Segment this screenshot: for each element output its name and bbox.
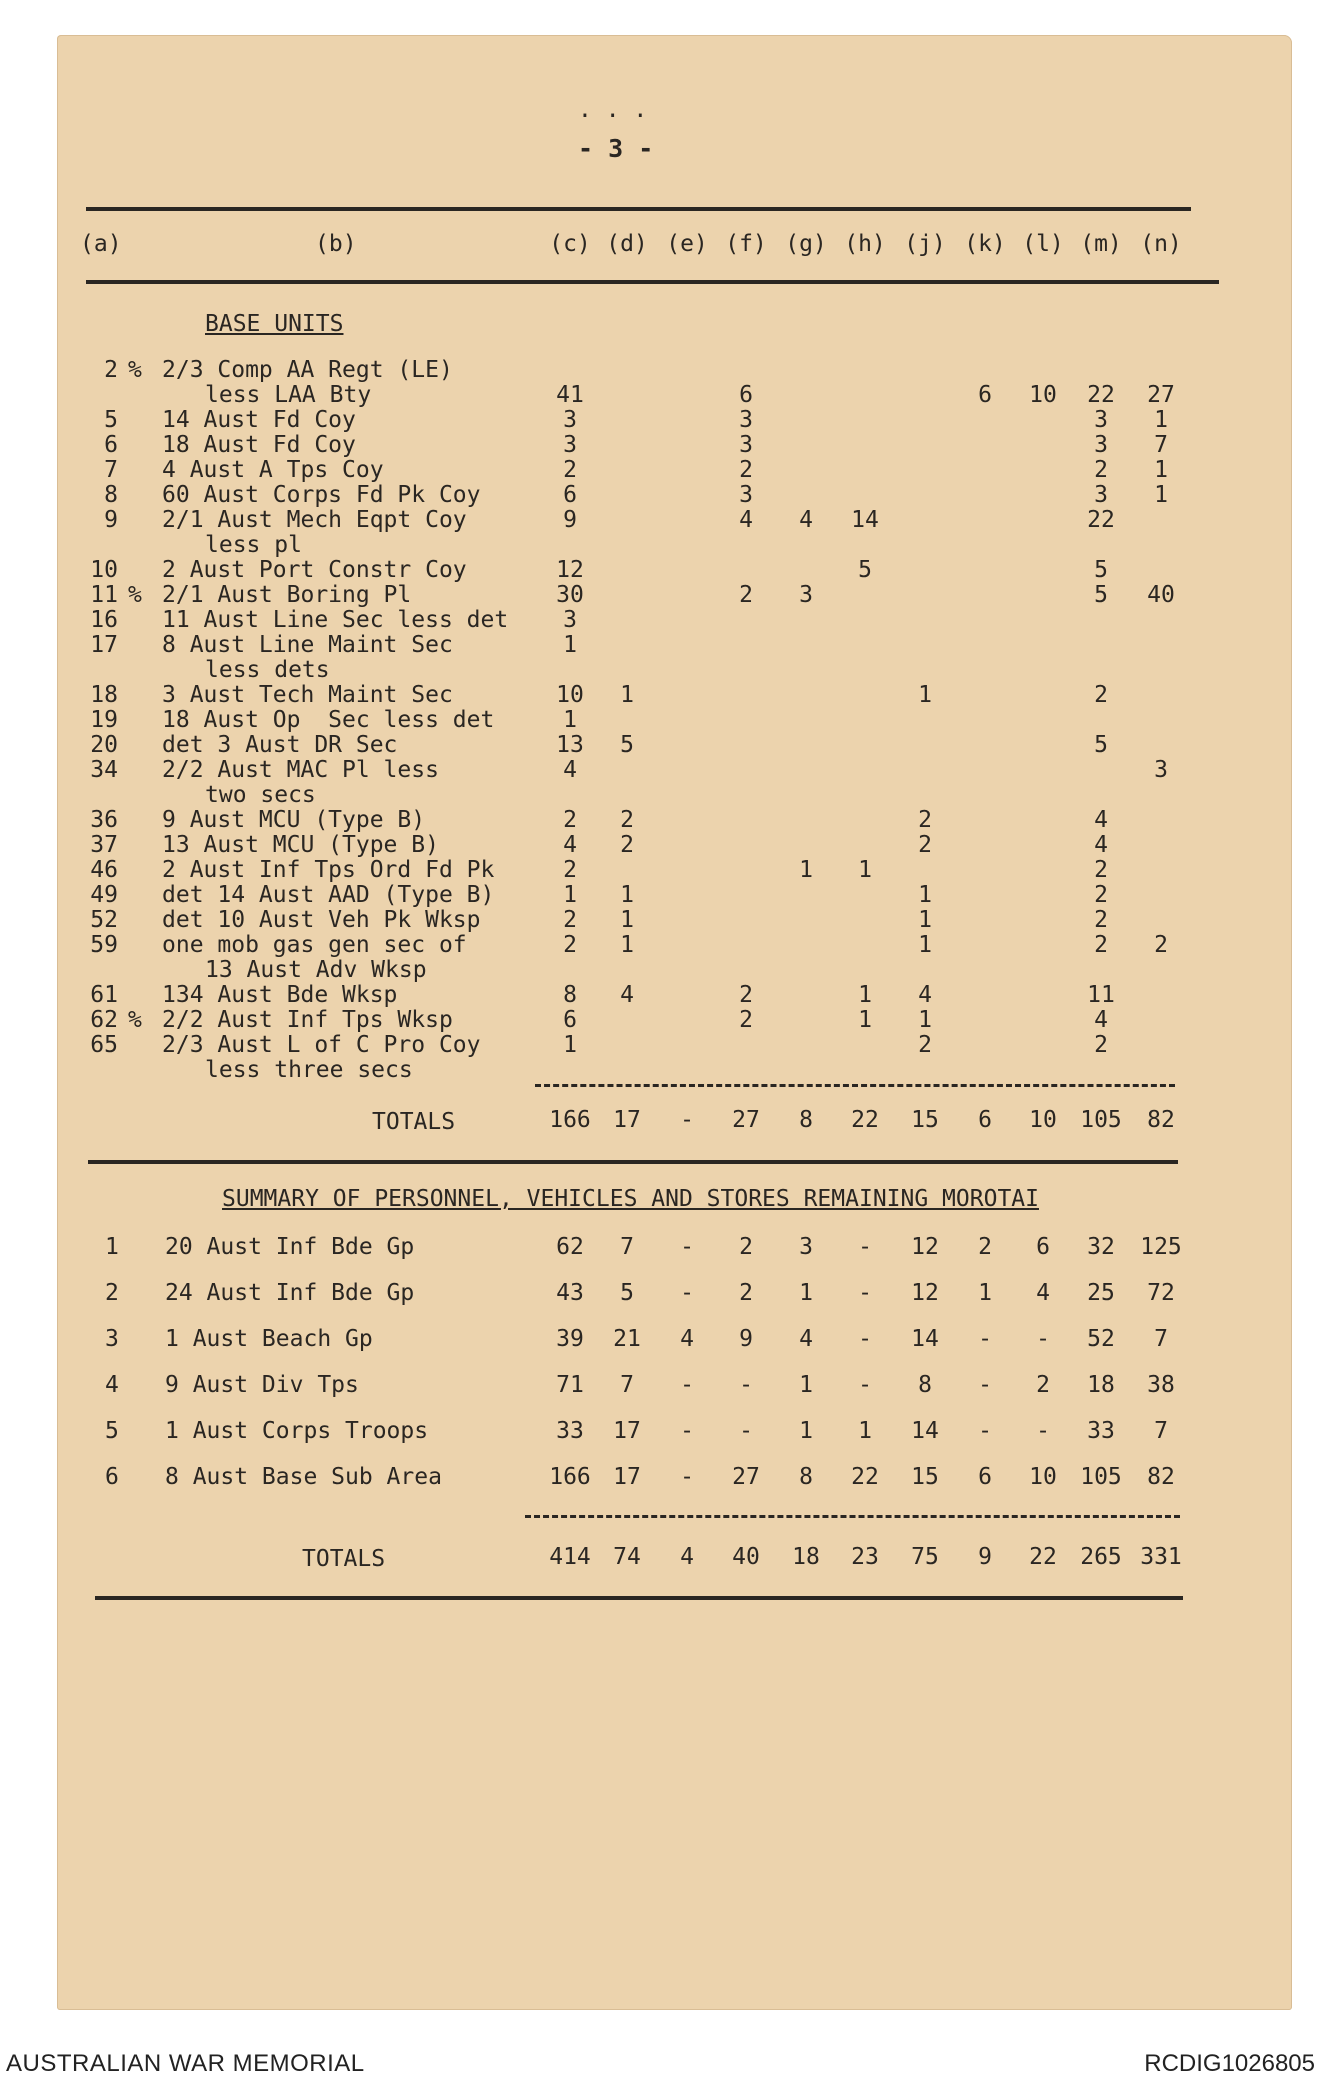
column-header: (n) bbox=[1140, 231, 1182, 257]
cell-d: 2 bbox=[620, 807, 634, 833]
column-header: (h) bbox=[844, 231, 886, 257]
summary-c: 33 bbox=[556, 1418, 584, 1444]
summary-l: - bbox=[1036, 1326, 1050, 1352]
cell-f: 2 bbox=[739, 1007, 753, 1033]
summary-total-f: 40 bbox=[732, 1544, 760, 1570]
cell-c: 1 bbox=[563, 707, 577, 733]
cell-n: 40 bbox=[1147, 582, 1175, 608]
cell-n: 3 bbox=[1154, 757, 1168, 783]
cell-f: 3 bbox=[739, 482, 753, 508]
summary-row-number: 4 bbox=[105, 1372, 119, 1398]
row-number: 65 bbox=[90, 1032, 118, 1058]
summary-n: 38 bbox=[1147, 1372, 1175, 1398]
summary-h: - bbox=[858, 1326, 872, 1352]
summary-k: - bbox=[978, 1326, 992, 1352]
cell-c: 3 bbox=[563, 607, 577, 633]
row-number: 7 bbox=[104, 457, 118, 483]
unit-name: two secs bbox=[205, 782, 316, 808]
unit-name: 2/3 Aust L of C Pro Coy bbox=[162, 1032, 481, 1058]
cell-m: 2 bbox=[1094, 907, 1108, 933]
summary-unit: 24 Aust Inf Bde Gp bbox=[165, 1280, 415, 1306]
cell-c: 1 bbox=[563, 1032, 577, 1058]
summary-unit: 8 Aust Base Sub Area bbox=[165, 1464, 442, 1490]
summary-d: 21 bbox=[613, 1326, 641, 1352]
unit-name: 18 Aust Op Sec less det bbox=[162, 707, 495, 733]
cell-d: 2 bbox=[620, 832, 634, 858]
unit-name: 2/2 Aust MAC Pl less bbox=[162, 757, 439, 783]
cell-f: 3 bbox=[739, 432, 753, 458]
unit-name: 4 Aust A Tps Coy bbox=[162, 457, 384, 483]
cell-f: 2 bbox=[739, 457, 753, 483]
column-header: (f) bbox=[725, 231, 767, 257]
summary-f: 9 bbox=[739, 1326, 753, 1352]
cell-n: 1 bbox=[1154, 407, 1168, 433]
summary-h: 1 bbox=[858, 1418, 872, 1444]
cell-h: 5 bbox=[858, 557, 872, 583]
cell-m: 2 bbox=[1094, 882, 1108, 908]
column-header: (c) bbox=[549, 231, 591, 257]
cell-f: 6 bbox=[739, 382, 753, 408]
summary-l: 2 bbox=[1036, 1372, 1050, 1398]
summary-m: 32 bbox=[1087, 1234, 1115, 1260]
cell-f: 2 bbox=[739, 582, 753, 608]
summary-e: - bbox=[680, 1234, 694, 1260]
cell-m: 2 bbox=[1094, 1032, 1108, 1058]
unit-name: 2/1 Aust Boring Pl bbox=[162, 582, 412, 608]
cell-d: 1 bbox=[620, 907, 634, 933]
row-number: 17 bbox=[90, 632, 118, 658]
summary-j: 8 bbox=[918, 1372, 932, 1398]
summary-totals-label: TOTALS bbox=[302, 1546, 386, 1572]
unit-name: 134 Aust Bde Wksp bbox=[162, 982, 398, 1008]
cell-c: 4 bbox=[563, 832, 577, 858]
cell-k: 6 bbox=[978, 382, 992, 408]
summary-m: 18 bbox=[1087, 1372, 1115, 1398]
totals-label: TOTALS bbox=[372, 1109, 456, 1135]
unit-name: 9 Aust MCU (Type B) bbox=[162, 807, 426, 833]
summary-h: - bbox=[858, 1234, 872, 1260]
unit-name: 2/1 Aust Mech Eqpt Coy bbox=[162, 507, 467, 533]
column-header: (m) bbox=[1080, 231, 1122, 257]
row-mark: % bbox=[128, 357, 142, 383]
column-header: (e) bbox=[666, 231, 708, 257]
row-number: 34 bbox=[90, 757, 118, 783]
cell-l: 10 bbox=[1029, 382, 1057, 408]
unit-name: det 14 Aust AAD (Type B) bbox=[162, 882, 495, 908]
row-number: 10 bbox=[90, 557, 118, 583]
unit-name: 14 Aust Fd Coy bbox=[162, 407, 356, 433]
summary-m: 105 bbox=[1080, 1464, 1122, 1490]
cell-m: 4 bbox=[1094, 807, 1108, 833]
row-number: 36 bbox=[90, 807, 118, 833]
cell-c: 2 bbox=[563, 807, 577, 833]
row-number: 2 bbox=[104, 357, 118, 383]
cell-d: 1 bbox=[620, 882, 634, 908]
cell-c: 6 bbox=[563, 1007, 577, 1033]
unit-name: 13 Aust Adv Wksp bbox=[205, 957, 427, 983]
summary-n: 7 bbox=[1154, 1326, 1168, 1352]
summary-j: 15 bbox=[911, 1464, 939, 1490]
summary-l: - bbox=[1036, 1418, 1050, 1444]
summary-l: 4 bbox=[1036, 1280, 1050, 1306]
cell-m: 2 bbox=[1094, 932, 1108, 958]
unit-name: 2/2 Aust Inf Tps Wksp bbox=[162, 1007, 453, 1033]
cell-f: 4 bbox=[739, 507, 753, 533]
unit-name: 2 Aust Inf Tps Ord Fd Pk bbox=[162, 857, 495, 883]
cell-j: 2 bbox=[918, 807, 932, 833]
unit-name: less LAA Bty bbox=[205, 382, 372, 408]
unit-name: less pl bbox=[205, 532, 302, 558]
total-h: 22 bbox=[851, 1107, 879, 1133]
cell-c: 12 bbox=[556, 557, 584, 583]
cell-c: 2 bbox=[563, 932, 577, 958]
cell-j: 4 bbox=[918, 982, 932, 1008]
summary-unit: 9 Aust Div Tps bbox=[165, 1372, 359, 1398]
column-header: (a) bbox=[80, 231, 122, 257]
total-d: 17 bbox=[613, 1107, 641, 1133]
summary-total-l: 22 bbox=[1029, 1544, 1057, 1570]
row-number: 9 bbox=[104, 507, 118, 533]
summary-k: - bbox=[978, 1372, 992, 1398]
summary-g: 1 bbox=[799, 1418, 813, 1444]
unit-name: 2 Aust Port Constr Coy bbox=[162, 557, 467, 583]
summary-total-m: 265 bbox=[1080, 1544, 1122, 1570]
cell-m: 2 bbox=[1094, 682, 1108, 708]
unit-name: 2/3 Comp AA Regt (LE) bbox=[162, 357, 453, 383]
base-units-heading: BASE UNITS bbox=[205, 311, 344, 337]
page-number: - 3 - bbox=[578, 134, 654, 163]
cell-m: 5 bbox=[1094, 582, 1108, 608]
footer-institution: AUSTRALIAN WAR MEMORIAL bbox=[6, 2050, 365, 2077]
total-j: 15 bbox=[911, 1107, 939, 1133]
cell-c: 4 bbox=[563, 757, 577, 783]
cell-n: 1 bbox=[1154, 457, 1168, 483]
cell-c: 41 bbox=[556, 382, 584, 408]
cell-c: 13 bbox=[556, 732, 584, 758]
summary-d: 7 bbox=[620, 1234, 634, 1260]
total-e: - bbox=[680, 1107, 694, 1133]
cell-m: 3 bbox=[1094, 407, 1108, 433]
bottom-rule bbox=[95, 1596, 1183, 1600]
row-mark: % bbox=[128, 1007, 142, 1033]
summary-j: 14 bbox=[911, 1326, 939, 1352]
unit-name: 3 Aust Tech Maint Sec bbox=[162, 682, 453, 708]
cell-m: 4 bbox=[1094, 832, 1108, 858]
row-number: 11 bbox=[90, 582, 118, 608]
summary-k: 2 bbox=[978, 1234, 992, 1260]
summary-f: - bbox=[739, 1418, 753, 1444]
row-number: 52 bbox=[90, 907, 118, 933]
cell-d: 1 bbox=[620, 932, 634, 958]
cell-c: 8 bbox=[563, 982, 577, 1008]
cell-c: 1 bbox=[563, 882, 577, 908]
cell-h: 1 bbox=[858, 982, 872, 1008]
cell-c: 1 bbox=[563, 632, 577, 658]
cell-f: 2 bbox=[739, 982, 753, 1008]
summary-d: 7 bbox=[620, 1372, 634, 1398]
cell-c: 3 bbox=[563, 407, 577, 433]
summary-total-d: 74 bbox=[613, 1544, 641, 1570]
row-number: 37 bbox=[90, 832, 118, 858]
row-number: 19 bbox=[90, 707, 118, 733]
cell-m: 4 bbox=[1094, 1007, 1108, 1033]
summary-k: 1 bbox=[978, 1280, 992, 1306]
summary-l: 6 bbox=[1036, 1234, 1050, 1260]
total-m: 105 bbox=[1080, 1107, 1122, 1133]
page-dots: . . . bbox=[578, 97, 648, 123]
row-mark: % bbox=[128, 582, 142, 608]
cell-j: 2 bbox=[918, 832, 932, 858]
unit-name: 8 Aust Line Maint Sec bbox=[162, 632, 453, 658]
total-f: 27 bbox=[732, 1107, 760, 1133]
summary-heading: SUMMARY OF PERSONNEL, VEHICLES AND STORES REMAINING MOROTAI bbox=[222, 1186, 1039, 1212]
summary-d: 17 bbox=[613, 1464, 641, 1490]
summary-total-g: 18 bbox=[792, 1544, 820, 1570]
cell-h: 1 bbox=[858, 857, 872, 883]
summary-total-c: 414 bbox=[549, 1544, 591, 1570]
row-number: 46 bbox=[90, 857, 118, 883]
summary-c: 62 bbox=[556, 1234, 584, 1260]
cell-c: 10 bbox=[556, 682, 584, 708]
column-header: (d) bbox=[606, 231, 648, 257]
summary-e: - bbox=[680, 1464, 694, 1490]
summary-g: 1 bbox=[799, 1280, 813, 1306]
totals-rule bbox=[535, 1084, 1175, 1087]
cell-c: 3 bbox=[563, 432, 577, 458]
summary-m: 52 bbox=[1087, 1326, 1115, 1352]
unit-name: less three secs bbox=[205, 1057, 413, 1083]
cell-d: 5 bbox=[620, 732, 634, 758]
column-header: (k) bbox=[964, 231, 1006, 257]
summary-total-e: 4 bbox=[680, 1544, 694, 1570]
summary-row-number: 5 bbox=[105, 1418, 119, 1444]
summary-d: 5 bbox=[620, 1280, 634, 1306]
cell-m: 3 bbox=[1094, 432, 1108, 458]
summary-total-k: 9 bbox=[978, 1544, 992, 1570]
column-header: (l) bbox=[1022, 231, 1064, 257]
row-number: 61 bbox=[90, 982, 118, 1008]
summary-g: 8 bbox=[799, 1464, 813, 1490]
row-number: 5 bbox=[104, 407, 118, 433]
column-header: (b) bbox=[315, 231, 357, 257]
summary-j: 12 bbox=[911, 1280, 939, 1306]
footer-id: RCDIG1026805 bbox=[1144, 2050, 1315, 2077]
cell-j: 1 bbox=[918, 907, 932, 933]
unit-name: one mob gas gen sec of bbox=[162, 932, 467, 958]
summary-m: 25 bbox=[1087, 1280, 1115, 1306]
summary-g: 1 bbox=[799, 1372, 813, 1398]
summary-total-j: 75 bbox=[911, 1544, 939, 1570]
summary-n: 125 bbox=[1140, 1234, 1182, 1260]
summary-e: - bbox=[680, 1418, 694, 1444]
summary-k: 6 bbox=[978, 1464, 992, 1490]
summary-g: 4 bbox=[799, 1326, 813, 1352]
summary-d: 17 bbox=[613, 1418, 641, 1444]
cell-n: 1 bbox=[1154, 482, 1168, 508]
unit-name: 18 Aust Fd Coy bbox=[162, 432, 356, 458]
cell-j: 2 bbox=[918, 1032, 932, 1058]
cell-c: 9 bbox=[563, 507, 577, 533]
summary-c: 166 bbox=[549, 1464, 591, 1490]
row-number: 62 bbox=[90, 1007, 118, 1033]
total-n: 82 bbox=[1147, 1107, 1175, 1133]
header-bottom-rule bbox=[86, 280, 1219, 284]
summary-l: 10 bbox=[1029, 1464, 1057, 1490]
row-number: 20 bbox=[90, 732, 118, 758]
cell-j: 1 bbox=[918, 932, 932, 958]
summary-totals-rule bbox=[525, 1515, 1180, 1518]
summary-n: 82 bbox=[1147, 1464, 1175, 1490]
total-k: 6 bbox=[978, 1107, 992, 1133]
summary-unit: 1 Aust Beach Gp bbox=[165, 1326, 373, 1352]
cell-c: 2 bbox=[563, 907, 577, 933]
summary-f: 2 bbox=[739, 1280, 753, 1306]
row-number: 18 bbox=[90, 682, 118, 708]
cell-m: 11 bbox=[1087, 982, 1115, 1008]
row-number: 59 bbox=[90, 932, 118, 958]
summary-f: 2 bbox=[739, 1234, 753, 1260]
cell-g: 3 bbox=[799, 582, 813, 608]
summary-total-n: 331 bbox=[1140, 1544, 1182, 1570]
row-number: 6 bbox=[104, 432, 118, 458]
cell-j: 1 bbox=[918, 682, 932, 708]
cell-g: 4 bbox=[799, 507, 813, 533]
summary-k: - bbox=[978, 1418, 992, 1444]
total-l: 10 bbox=[1029, 1107, 1057, 1133]
unit-name: 60 Aust Corps Fd Pk Coy bbox=[162, 482, 481, 508]
cell-g: 1 bbox=[799, 857, 813, 883]
cell-m: 22 bbox=[1087, 507, 1115, 533]
summary-c: 39 bbox=[556, 1326, 584, 1352]
summary-unit: 1 Aust Corps Troops bbox=[165, 1418, 429, 1444]
cell-n: 7 bbox=[1154, 432, 1168, 458]
cell-n: 27 bbox=[1147, 382, 1175, 408]
unit-name: less dets bbox=[205, 657, 330, 683]
summary-n: 72 bbox=[1147, 1280, 1175, 1306]
summary-h: 22 bbox=[851, 1464, 879, 1490]
unit-name: det 10 Aust Veh Pk Wksp bbox=[162, 907, 481, 933]
cell-d: 1 bbox=[620, 682, 634, 708]
summary-e: - bbox=[680, 1280, 694, 1306]
summary-c: 43 bbox=[556, 1280, 584, 1306]
cell-m: 2 bbox=[1094, 457, 1108, 483]
summary-e: 4 bbox=[680, 1326, 694, 1352]
cell-m: 3 bbox=[1094, 482, 1108, 508]
summary-row-number: 3 bbox=[105, 1326, 119, 1352]
cell-m: 5 bbox=[1094, 557, 1108, 583]
cell-h: 14 bbox=[851, 507, 879, 533]
summary-row-number: 6 bbox=[105, 1464, 119, 1490]
summary-row-number: 2 bbox=[105, 1280, 119, 1306]
unit-name: 11 Aust Line Sec less det bbox=[162, 607, 509, 633]
cell-j: 1 bbox=[918, 882, 932, 908]
cell-m: 22 bbox=[1087, 382, 1115, 408]
cell-c: 6 bbox=[563, 482, 577, 508]
column-header: (g) bbox=[785, 231, 827, 257]
summary-unit: 20 Aust Inf Bde Gp bbox=[165, 1234, 415, 1260]
column-header: (j) bbox=[904, 231, 946, 257]
summary-f: 27 bbox=[732, 1464, 760, 1490]
summary-h: - bbox=[858, 1280, 872, 1306]
total-g: 8 bbox=[799, 1107, 813, 1133]
cell-m: 5 bbox=[1094, 732, 1108, 758]
cell-m: 2 bbox=[1094, 857, 1108, 883]
cell-c: 30 bbox=[556, 582, 584, 608]
divider-rule bbox=[88, 1160, 1178, 1164]
total-c: 166 bbox=[549, 1107, 591, 1133]
cell-d: 4 bbox=[620, 982, 634, 1008]
summary-c: 71 bbox=[556, 1372, 584, 1398]
row-number: 8 bbox=[104, 482, 118, 508]
summary-f: - bbox=[739, 1372, 753, 1398]
summary-j: 12 bbox=[911, 1234, 939, 1260]
cell-c: 2 bbox=[563, 857, 577, 883]
row-number: 16 bbox=[90, 607, 118, 633]
row-number: 49 bbox=[90, 882, 118, 908]
summary-n: 7 bbox=[1154, 1418, 1168, 1444]
unit-name: det 3 Aust DR Sec bbox=[162, 732, 398, 758]
cell-f: 3 bbox=[739, 407, 753, 433]
summary-total-h: 23 bbox=[851, 1544, 879, 1570]
cell-h: 1 bbox=[858, 1007, 872, 1033]
summary-h: - bbox=[858, 1372, 872, 1398]
summary-row-number: 1 bbox=[105, 1234, 119, 1260]
summary-m: 33 bbox=[1087, 1418, 1115, 1444]
summary-j: 14 bbox=[911, 1418, 939, 1444]
header-top-rule bbox=[86, 207, 1191, 211]
cell-n: 2 bbox=[1154, 932, 1168, 958]
summary-e: - bbox=[680, 1372, 694, 1398]
cell-c: 2 bbox=[563, 457, 577, 483]
unit-name: 13 Aust MCU (Type B) bbox=[162, 832, 439, 858]
summary-g: 3 bbox=[799, 1234, 813, 1260]
cell-j: 1 bbox=[918, 1007, 932, 1033]
